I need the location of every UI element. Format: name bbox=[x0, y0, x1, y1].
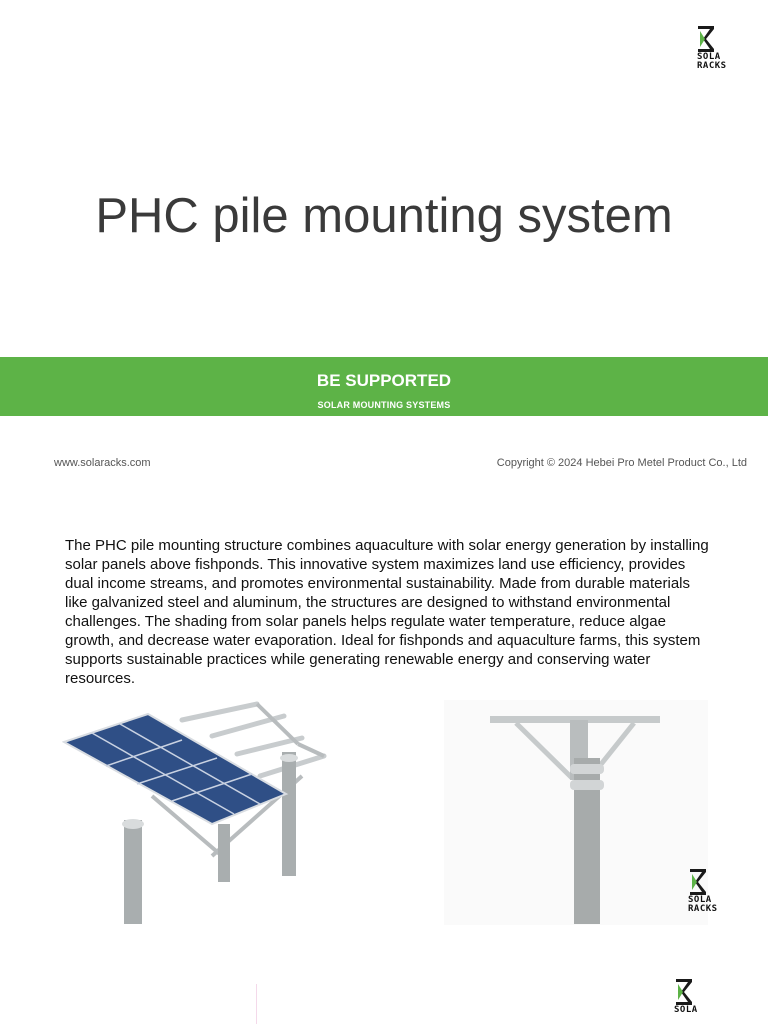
divider-line bbox=[256, 984, 257, 1024]
solar-array-image bbox=[62, 696, 356, 928]
banner bbox=[0, 357, 768, 416]
website-url[interactable]: www.solaracks.com bbox=[54, 457, 151, 469]
banner-subheading: SOLAR MOUNTING SYSTEMS bbox=[317, 400, 451, 410]
logo-text-line2: RACKS bbox=[697, 61, 727, 71]
pile-bracket-image bbox=[444, 700, 708, 925]
description-text: The PHC pile mounting structure combines aquaculture with solar energy generation by installing solar panels above fishponds. This innovative system maximizes land use efficiency, provides dual income streams, and promotes environmental sustainability. Made from durable materials like galvanized steel and aluminum, the structures are designed to withstand environmental challenges. The shading from solar panels helps regulate water temperature, reduce algae growth, and decrease water evaporation. Ideal for fishponds and aquaculture farms, this system supports sustainable practices while generating renewable energy and conserving water resources. bbox=[65, 537, 709, 687]
banner-heading: BE SUPPORTED bbox=[316, 371, 452, 390]
logo-mark-icon bbox=[674, 978, 694, 1006]
copyright-text: Copyright © 2024 Hebei Pro Metel Product Co., Ltd bbox=[496, 457, 747, 469]
solaracks-logo bbox=[697, 25, 727, 71]
page-title: PHC pile mounting system bbox=[95, 189, 673, 243]
logo-mark-icon bbox=[688, 868, 708, 896]
logo-mark-icon bbox=[697, 25, 715, 53]
logo-text-line1: SOLA bbox=[674, 1005, 698, 1015]
solaracks-logo bbox=[674, 978, 698, 1015]
solaracks-logo bbox=[688, 868, 718, 914]
logo-text-line1: SOLA bbox=[688, 895, 712, 905]
logo-text-line1: SOLA bbox=[697, 52, 721, 62]
logo-text-line2: RACKS bbox=[688, 904, 718, 914]
